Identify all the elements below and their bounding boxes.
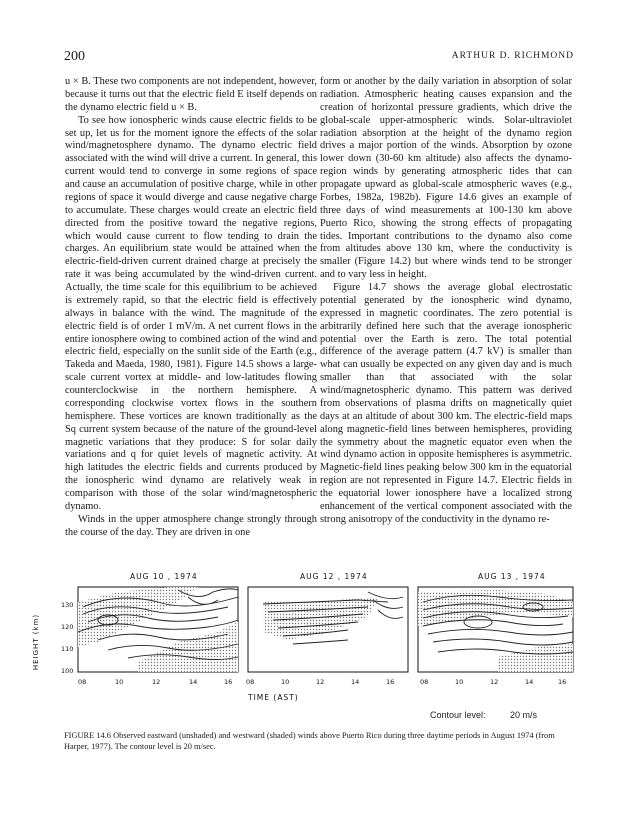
x-axis-label: TIME (AST): [248, 693, 299, 702]
caption-text: Observed eastward (unshaded) and westward (shaded) winds above Puerto Rico during three daytime periods in August 1974 (from Harper, 1977). The contour level is 20 m/sec.: [64, 731, 555, 751]
x-tick-label: 16: [558, 678, 567, 686]
x-tick-label: 12: [316, 678, 325, 686]
running-head: ARTHUR D. RICHMOND: [451, 51, 574, 61]
paragraph: Winds in the upper atmosphere change strongly through the course of the day. They are driven in one: [65, 513, 317, 538]
figure-caption: [64, 730, 578, 752]
y-tick-label: 130: [61, 601, 74, 609]
paragraph: Figure 14.7 shows the average global electrostatic potential generated by the ionospheric wind dynamo, expressed in magnetic coordinates. The zero potential is arbitrarily defined here such that the average ionospheric potential over the Earth is zero. The total potential difference of the average pattern (4.7 kV) is smaller than what can usually be expected on any given day and is much smaller than that associated with the solar wind/magnetospheric dynamo. This pattern was derived from observations of plasma drifts on magnetically quiet days at an altitude of about 300 km. The electric-field maps along magnetic-field lines between hemispheres, providing the symmetry about the magnetic equator even when the wind dynamo action in opposite hemispheres is asymmetric. Magnetic-field lines peaking below 300 km in the equatorial region are not represented in Figure 14.7. Electric fields in the equatorial lower ionosphere have a localized strong enhancement of the vertical component associated with the strong anisotropy of the conductivity in the dynamo re-: [320, 282, 572, 525]
y-tick-label: 100: [61, 667, 74, 675]
x-tick-label: 08: [78, 678, 87, 686]
x-tick-label: 16: [224, 678, 233, 686]
wind-contour-figure: [32, 562, 573, 722]
x-tick-label: 12: [152, 678, 161, 686]
paragraph: u × B. These two components are not independent, however, because it turns out that the electric field E itself depends on the dynamo electric field u × B.: [65, 76, 317, 113]
figure-svg: [32, 562, 573, 722]
panel-title: AUG 13 , 1974: [478, 572, 546, 581]
y-axis-label: HEIGHT (km): [32, 613, 40, 671]
caption-label: FIGURE 14.6: [64, 731, 111, 740]
contour-label: Contour level:: [430, 710, 486, 720]
x-tick-label: 12: [490, 678, 499, 686]
x-tick-label: 08: [420, 678, 429, 686]
y-tick-label: 110: [61, 645, 74, 653]
paragraph: form or another by the daily variation in absorption of solar radiation. Atmospheric heating causes expansion and the creation of horizontal pressure gradients, which drive the global-scale upper-atmospheric winds. Solar-ultraviolet radiation absorption at the height of the dynamo region drives a major portion of the winds. Absorption by ozone lower down (30-60 km altitude) also affects the dynamo-region winds by generating atmospheric tides that can propagate upward as global-scale atmospheric waves (e.g., Forbes, 1982a, 1982b). Figure 14.6 gives an example of three days of wind measurements at 100-130 km above Puerto Rico, showing the strong effects of propagating tides. Important contributions to the dynamo also come from altitudes above 130 km, where the conductivity is smaller (Figure 14.2) but where winds tend to be stronger and to vary less in height.: [320, 76, 572, 281]
right-column: [320, 76, 572, 527]
wind-panel-aug12: [248, 587, 408, 672]
x-tick-label: 08: [246, 678, 255, 686]
x-tick-label: 10: [281, 678, 290, 686]
panel-title: AUG 10 , 1974: [130, 572, 198, 581]
x-tick-label: 10: [115, 678, 124, 686]
panel-title: AUG 12 , 1974: [300, 572, 368, 581]
wind-panel-aug13: [418, 587, 573, 672]
x-tick-label: 10: [455, 678, 464, 686]
page-number: 200: [64, 49, 85, 64]
y-tick-label: 120: [61, 623, 74, 631]
x-tick-label: 14: [189, 678, 198, 686]
left-column: [65, 76, 317, 540]
x-tick-label: 16: [386, 678, 395, 686]
x-tick-label: 14: [351, 678, 360, 686]
wind-panel-aug10: [78, 587, 238, 672]
contour-value: 20 m/s: [510, 710, 538, 720]
x-tick-label: 14: [525, 678, 534, 686]
paragraph: To see how ionospheric winds cause electric fields to be set up, let us for the moment ignore the effects of the solar wind/magnetosphere dynamo. The dynamo electric field associated with the wind will drive a current. In general, this current would tend to converge in some regions of space and cause an accumulation of positive charge, while in other regions of space it would diverge and cause negative charge to accumulate. These charges would create an electric field directed from the positive toward the negative regions, which would cause current to flow tending to drain the charges. An equilibrium state would be attained when the electric-field-driven current drained charge at precisely the rate it was being accumulated by the wind-driven current. Actually, the time scale for this equilibrium to be achieved is extremely rapid, so that the electric field is effectively always in balance with the wind. The magnitude of the electric field is of order 1 mV/m. A net current flows in the entire ionosphere owing to combined action of the wind and electric field, especially on the sunlit side of the Earth (e.g., Takeda and Maeda, 1980, 1981). Figure 14.5 shows a large-scale current vortex at middle- and low-latitudes flowing counterclockwise in the northern hemisphere. A corresponding clockwise vortex flows in the southern hemisphere. These vortices are known traditionally as the Sq current system because of the nature of the ground-level magnetic variations that they produce: S for solar daily variations and q for quiet levels of magnetic activity. At high latitudes the electric fields and currents produced by the ionospheric wind dynamo are relatively weak in comparison with those of the solar wind/magnetospheric dynamo.: [65, 114, 317, 512]
